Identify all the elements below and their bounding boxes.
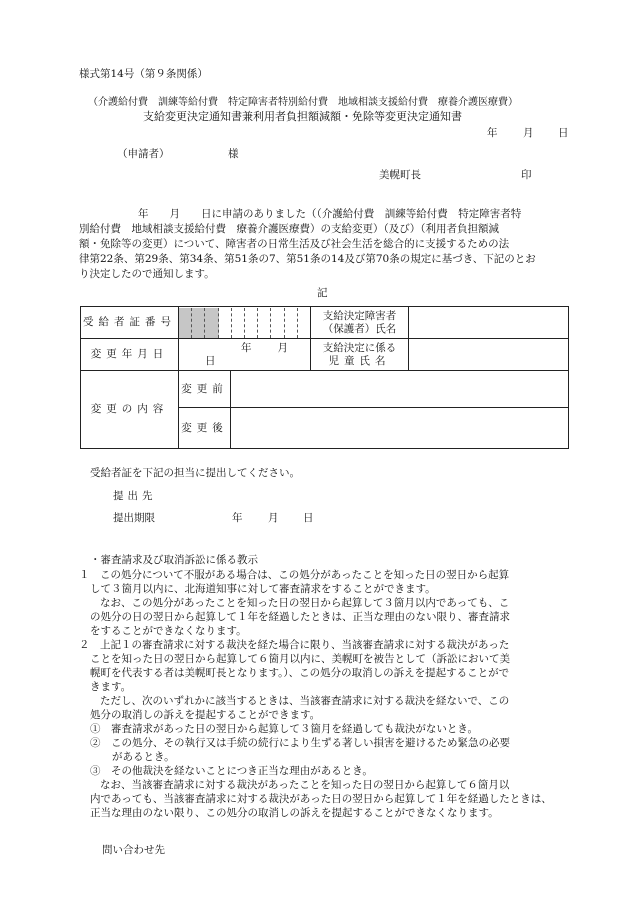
notice-p2-line: きます。 — [90, 681, 132, 693]
form-number: 様式第14号（第９条関係） — [79, 68, 208, 80]
submit-instruction: 受給者証を下記の担当に提出してください。 — [90, 467, 300, 479]
notice-p1-line: して３箇月以内に、北海道知事に対して審査請求をすることができます。 — [90, 583, 436, 595]
before-label: 変更前 — [179, 371, 231, 408]
decision-table — [80, 306, 569, 449]
intro-line-1: 年 月 日に申請のありました（（介護給付費 訓練等給付費 特定障害者特 — [138, 208, 522, 220]
notice-p3-line: なお、当該審査請求に対する裁決があったことを知った日の翌日から起算して６箇月以 — [100, 779, 510, 791]
notice-p1-line: の処分の日の翌日から起算して１年を経過したときは、正当な理由のない限り、審査請求 — [90, 611, 510, 623]
issue-date-year: 年 — [487, 127, 498, 139]
change-date-label: 変更年月日 — [81, 339, 179, 371]
deadline-day: 日 — [303, 512, 314, 524]
change-date-value: 年 月日 — [179, 339, 311, 371]
after-label: 変更後 — [179, 408, 231, 449]
notice-item-1: ① 審査請求があった日の翌日から起算して３箇月を経過しても裁決がないとき。 — [90, 723, 478, 735]
notice-p1-line: なお、この処分があったことを知った日の翌日から起算して３箇月以内であっても、こ — [100, 597, 510, 609]
before-value — [231, 371, 569, 408]
intro-line-2: 別給付費 地域相談支援給付費 療養介護医療費）の支給変更）（及び）（利用者負担額減 — [79, 223, 499, 235]
digit-box — [232, 308, 245, 338]
submit-destination-label: 提出先 — [113, 490, 157, 502]
document-title: 支給変更決定通知書兼利用者負担額減額・免除等変更決定通知書 — [143, 110, 462, 123]
digit-box — [245, 308, 258, 338]
intro-line-4: 律第22条、第29条、第34条、第51条の7、第51条の14及び第70条の規定に基づき、下記のとお — [79, 253, 536, 265]
applicant-honorific: 様 — [228, 148, 239, 160]
issue-date-day: 日 — [558, 127, 569, 139]
notice-p2-line: ２ 上記１の審査請求に対する裁決を経た場合に限り、当該審査請求に対する裁決があった — [79, 639, 510, 651]
child-name-value — [409, 339, 569, 371]
ki-heading: 記 — [317, 287, 328, 299]
decided-person-value — [409, 307, 569, 339]
notice-p3-line: 正当な理由のない限り、この処分の取消しの訴えを提起することができなくなります。 — [90, 807, 499, 819]
notice-item-2: ② この処分、その執行又は手続の続行により生ずる著しい損害を避けるため緊急の必要 — [90, 737, 510, 749]
decided-person-label: 支給決定障害者 （保護者）氏名 — [311, 307, 409, 339]
notice-p2-line: ことを知った日の翌日から起算して６箇月以内に、美幌町を被告として（訴訟において美 — [90, 653, 510, 665]
child-name-label: 支給決定に係る 児童氏名 — [311, 339, 409, 371]
after-value — [231, 408, 569, 449]
digit-box — [219, 308, 232, 338]
seal-mark: 印 — [521, 169, 532, 181]
submit-deadline-label: 提出期限 — [113, 512, 155, 524]
applicant-label: （申請者） — [117, 148, 170, 160]
notice-p1-line: をすることができなくなります。 — [90, 625, 247, 637]
digit-box — [192, 308, 205, 338]
notice-item-2-cont: があるとき。 — [112, 751, 175, 763]
digit-box — [285, 308, 298, 338]
notice-heading: ・審査請求及び取消訴訟に係る教示 — [90, 554, 258, 566]
recipient-number-label: 受給者証番号 — [81, 307, 179, 339]
intro-line-5: り決定したので通知します。 — [79, 268, 215, 280]
notice-p2-line: 処分の取消しの訴えを提起することができます。 — [90, 709, 321, 721]
digit-box — [205, 308, 218, 338]
change-content-label: 変更の内容 — [81, 371, 179, 449]
digit-box — [179, 308, 192, 338]
intro-line-3: 額・免除等の変更）について、障害者の日常生活及び社会生活を総合的に支援するための法 — [79, 238, 510, 250]
contact-label: 問い合わせ先 — [102, 844, 165, 856]
notice-p2-line: 幌町を代表する者は美幌町長となります。）、この処分の取消しの訴えを提起することがで — [90, 667, 510, 679]
deadline-month: 月 — [268, 512, 279, 524]
title-line-1: （介護給付費 訓練等給付費 特定障害者特別給付費 地域相談支援給付費 療養介護医療費） — [88, 97, 518, 108]
digit-box — [298, 308, 310, 338]
digit-box — [271, 308, 284, 338]
notice-p2-line: ただし、次のいずれかに該当するときは、当該審査請求に対する裁決を経ないで、この — [100, 695, 510, 707]
notice-p3-line: 内であっても、当該審査請求に対する裁決があった日の翌日から起算して１年を経過したときは、 — [90, 793, 552, 805]
deadline-year: 年 — [232, 512, 243, 524]
digit-box — [258, 308, 271, 338]
notice-p1-line: １ この処分について不服がある場合は、この処分があったことを知った日の翌日から起算 — [79, 569, 510, 581]
notice-item-3: ③ その他裁決を経ないことにつき正当な理由があるとき。 — [90, 765, 373, 777]
recipient-number-boxes — [179, 307, 311, 339]
issuer-name: 美幌町長 — [379, 169, 421, 181]
issue-date-month: 月 — [523, 127, 534, 139]
